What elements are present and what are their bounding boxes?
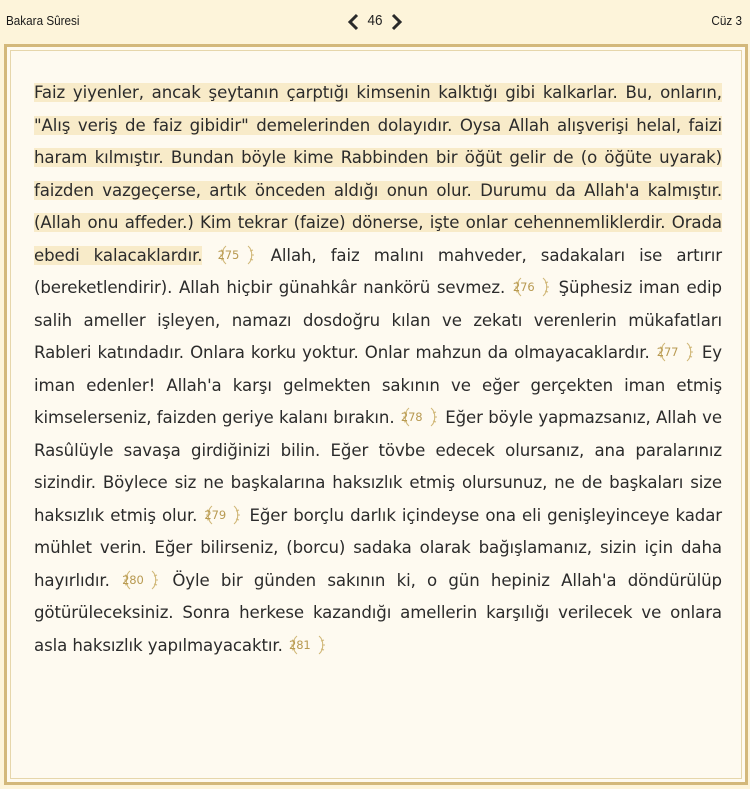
chevron-left-icon[interactable]	[346, 13, 362, 31]
verse-number: 278	[400, 410, 423, 424]
surah-name[interactable]: Bakara Sûresi	[6, 13, 80, 28]
verse-number: 275	[217, 247, 240, 262]
page-frame	[4, 44, 748, 785]
verse-number-icon[interactable]	[401, 405, 439, 429]
page-navigator	[340, 9, 410, 35]
page-number[interactable]: 46	[367, 12, 383, 29]
verse-number-icon[interactable]	[513, 275, 551, 299]
verse-number-icon[interactable]	[289, 633, 327, 657]
verse-279-text[interactable]: Eğer böyle yapmazsanız, Allah ve Rasûlüyle savaşa girdiğinizi bilin. Eğer tövbe edecek olursanız, ana paralarınız sizindir. Böylece siz ne başkalarına haksızlık etmiş olursunuz, ne de başkaları size haksızlık etmiş olur.	[34, 408, 722, 525]
verse-number: 277	[656, 345, 679, 359]
verse-number: 281	[288, 637, 311, 652]
verse-number-icon[interactable]	[657, 340, 695, 364]
verse-text-block	[34, 77, 722, 662]
verse-278-text[interactable]: Ey iman edenler! Allah'a karşı gelmekten sakının ve eğer gerçekten iman etmiş kimselerseniz, faizden geriye kalanı bırakın.	[34, 343, 722, 427]
juz-label[interactable]: Cüz 3	[711, 13, 742, 28]
verse-281-text[interactable]: Öyle bir günden sakının ki, o gün hepiniz Allah'a döndürülüp götürüleceksiniz. Sonra herkese kazandığı amellerin karşılığı verilecek ve onlara asla haksızlık yapılmayacaktır.	[34, 570, 722, 655]
verse-number: 280	[122, 572, 144, 587]
verse-number-icon[interactable]	[204, 503, 242, 527]
verse-280-text[interactable]: Eğer borçlu darlık içindeyse ona eli genişleyinceye kadar mühlet verin. Eğer bilirseniz, (borcu) sadaka olarak bağışlamanız, sizin için daha hayırlıdır.	[34, 505, 722, 590]
verse-276-text[interactable]: Allah, faiz malını mahveder, sadakaları ise artırır (bereketlendirir). Allah hiçbir günahkâr nankörü sevmez.	[34, 245, 722, 297]
verse-277-text[interactable]: Şüphesiz iman edip salih ameller işleyen, namazı dosdoğru kılan ve zekatı verenlerin mükafatları Rableri katındadır. Onlara korku yoktur. Onlar mahzun da olmayacaklardır.	[34, 278, 722, 362]
top-bar	[0, 0, 750, 44]
verse-number: 276	[512, 280, 535, 294]
verse-number: 279	[204, 507, 227, 522]
verse-number-icon[interactable]	[122, 568, 160, 592]
verse-number-icon[interactable]	[218, 243, 256, 267]
verse-275-text[interactable]: Faiz yiyenler, ancak şeytanın çarptığı kimsenin kalktığı gibi kalkarlar. Bu, onların, "Alış veriş de faiz gibidir" demelerinden dolayıdır. Oysa Allah alışverişi helal, faizi haram kılmıştır. Bundan böyle kime Rabbinden bir öğüt gelir de (o öğüte uyarak) faizden vazgeçerse, artık önceden aldığı onun olur. Durumu da Allah'a kalmıştır. (Allah onu affeder.) Kim tekrar (faize) dönerse, işte onlar cehennemliklerdir. Orada ebedi kalacaklardır.	[34, 83, 722, 265]
chevron-right-icon[interactable]	[388, 13, 404, 31]
